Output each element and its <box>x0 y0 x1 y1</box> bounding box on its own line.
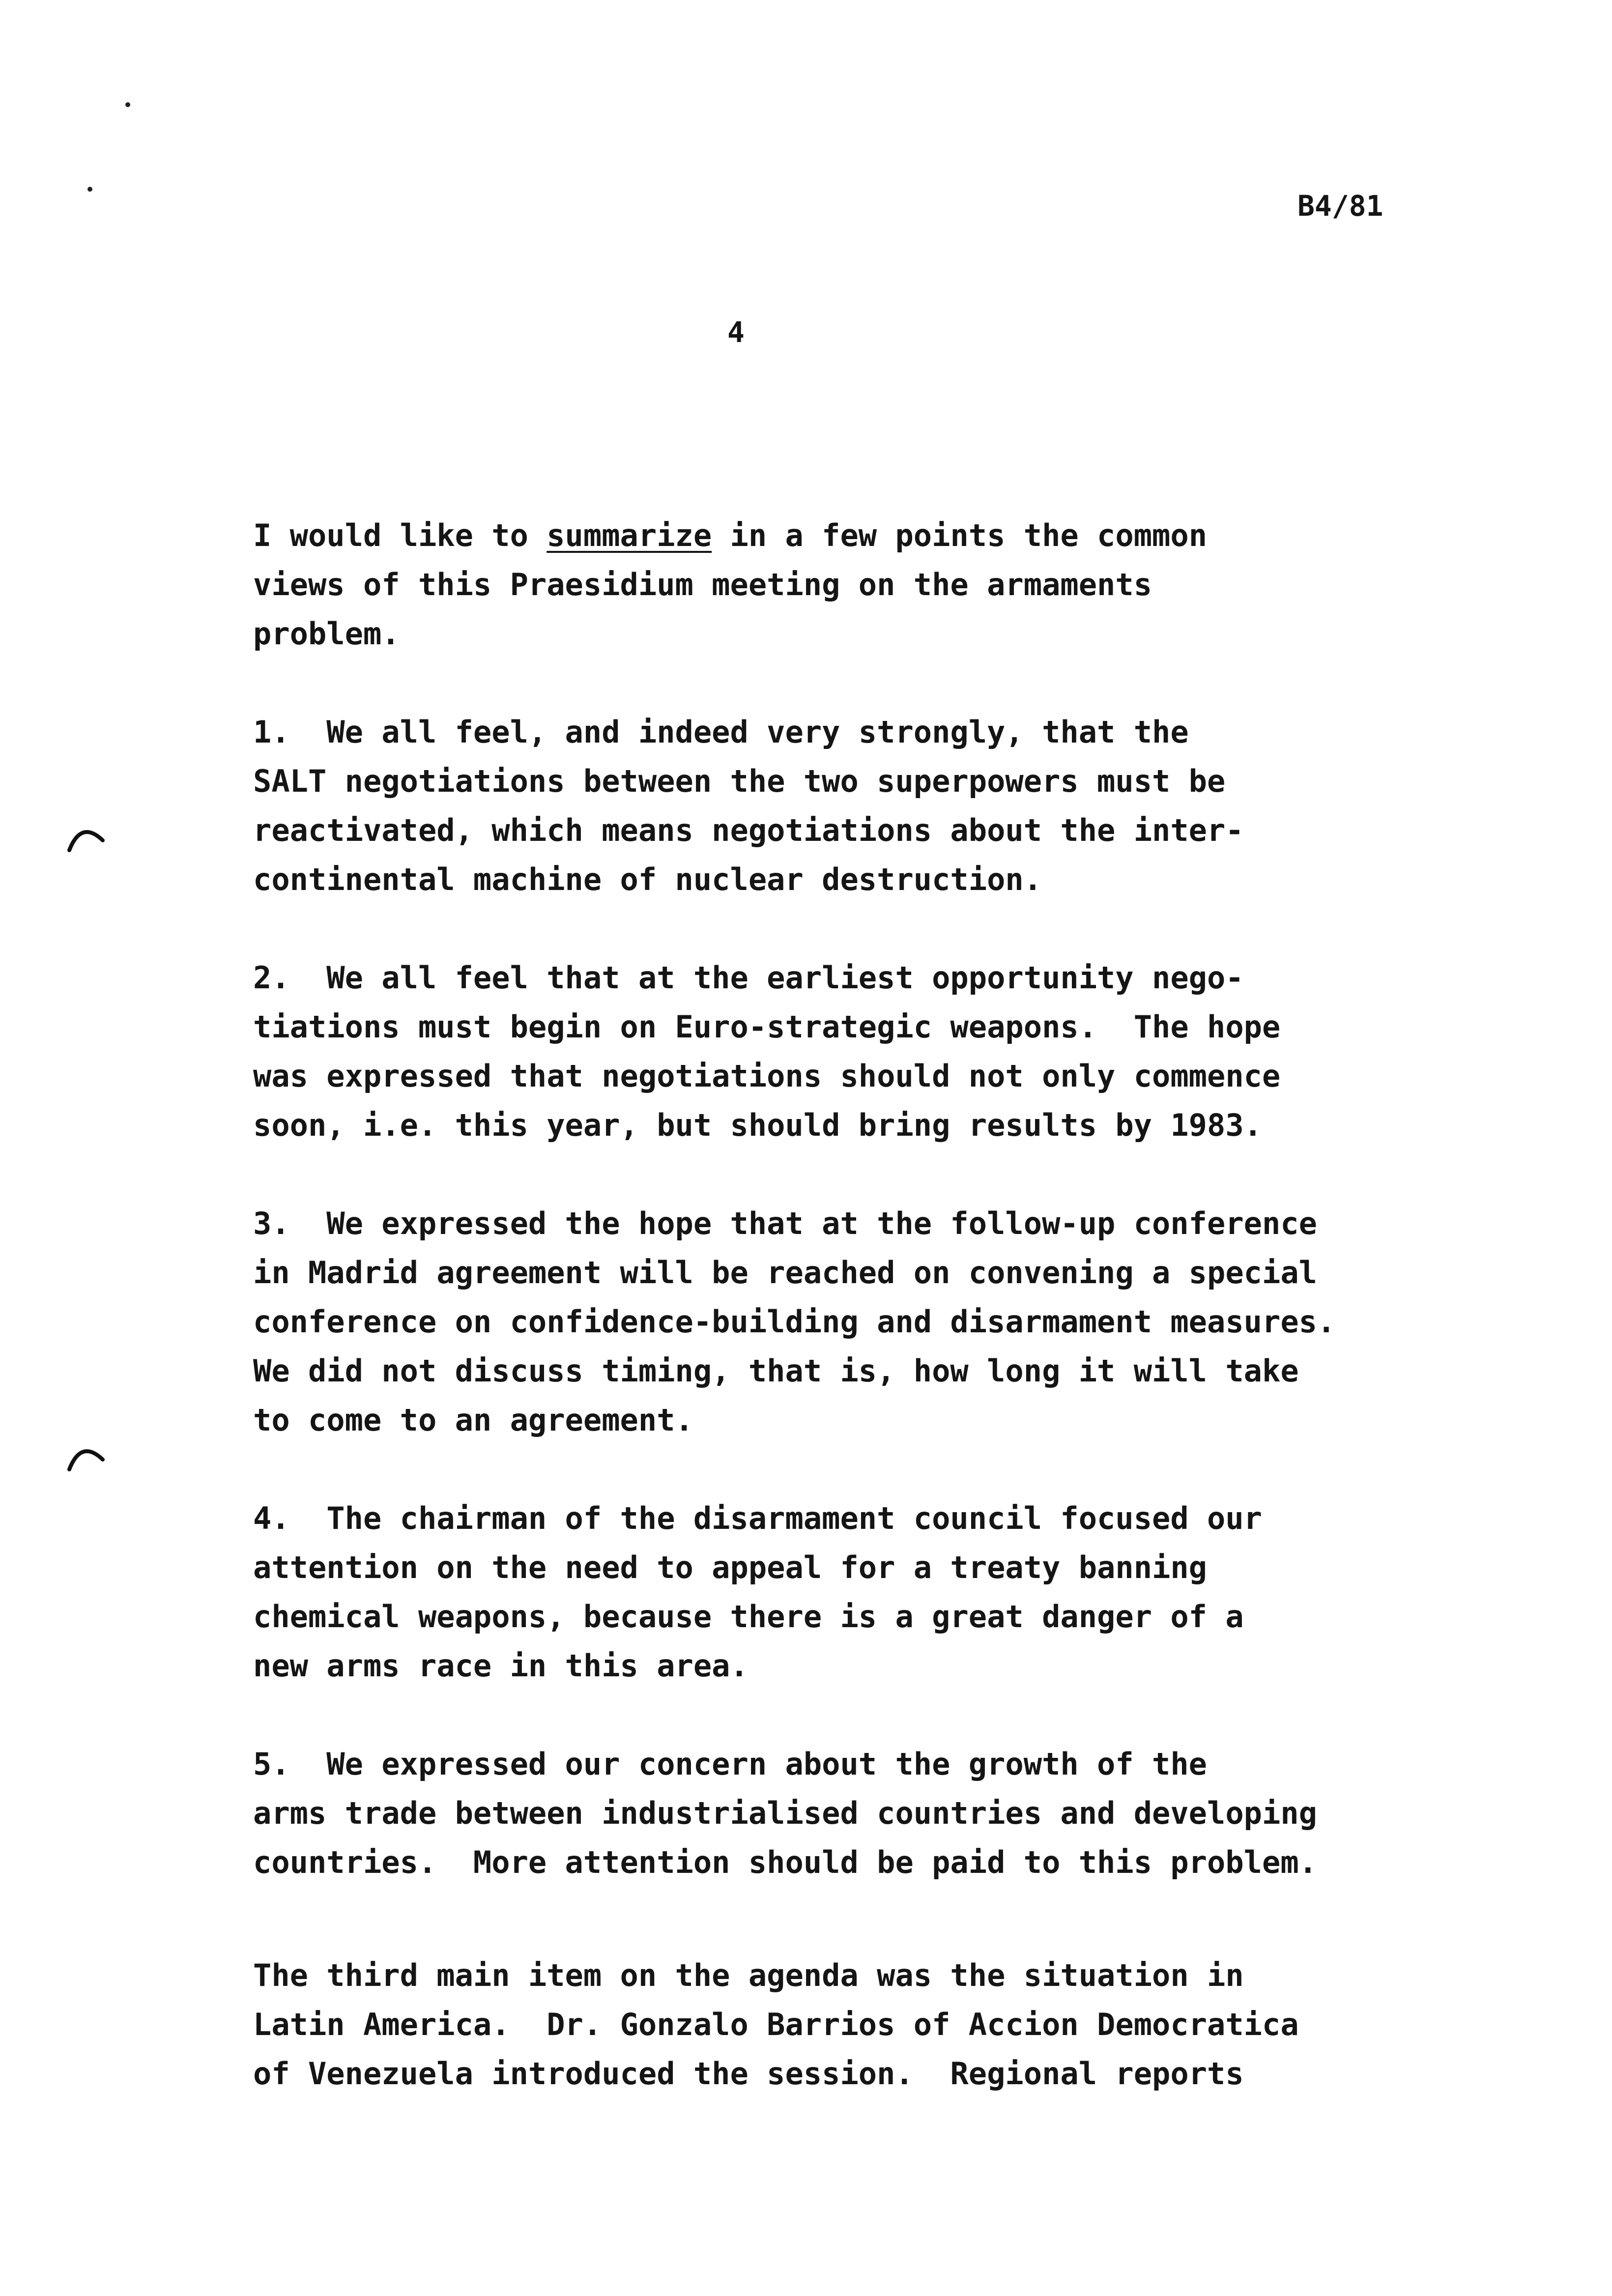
intro-paragraph <box>253 511 1462 659</box>
text-line: We did not discuss timing, that is, how long it will take <box>253 1353 1299 1389</box>
text-line: 5. We expressed our concern about the growth of the <box>253 1746 1208 1782</box>
document-body <box>253 511 1462 2148</box>
underlined-word: summarize <box>547 517 712 553</box>
page-number: 4 <box>727 316 745 349</box>
text-line: continental machine of nuclear destruction. <box>253 861 1042 897</box>
text-line: conference on confidence-building and disarmament measures. <box>253 1304 1336 1340</box>
text-line: of Venezuela introduced the session. Regional reports <box>253 2056 1244 2092</box>
text-line: countries. More attention should be paid to this problem. <box>253 1844 1317 1880</box>
document-reference: B4/81 <box>1297 189 1383 223</box>
text-line: I would like to summarize in a few points the common <box>253 517 1208 553</box>
text-line: arms trade between industrialised countries and developing <box>253 1795 1317 1831</box>
text-line: Latin America. Dr. Gonzalo Barrios of Accion Democratica <box>253 2007 1299 2042</box>
text-line: soon, i.e. this year, but should bring results by 1983. <box>253 1107 1262 1143</box>
text-line: problem. <box>253 616 400 652</box>
scan-speck <box>87 187 92 192</box>
text-line: SALT negotiations between the two superpowers must be <box>253 763 1226 799</box>
point-3 <box>253 1199 1462 1445</box>
text-line: views of this Praesidium meeting on the armaments <box>253 567 1152 603</box>
closing-paragraph <box>253 1951 1462 2098</box>
punch-hole-mark <box>66 1440 106 1479</box>
text-line: 3. We expressed the hope that at the follow-up conference <box>253 1205 1317 1241</box>
text-line: reactivated, which means negotiations about the inter- <box>253 812 1244 848</box>
text-line: attention on the need to appeal for a treaty banning <box>253 1550 1208 1585</box>
point-2 <box>253 953 1462 1150</box>
text-line: to come to an agreement. <box>253 1402 693 1438</box>
text-line: in Madrid agreement will be reached on convening a special <box>253 1255 1317 1291</box>
scan-speck <box>125 102 130 107</box>
point-4 <box>253 1494 1462 1691</box>
text-line: 4. The chairman of the disarmament council focused our <box>253 1500 1262 1536</box>
text-line: chemical weapons, because there is a great danger of a <box>253 1599 1244 1635</box>
text-line: The third main item on the agenda was the situation in <box>253 1957 1244 1993</box>
text-line: new arms race in this area. <box>253 1648 748 1684</box>
point-1 <box>253 708 1462 904</box>
punch-hole-mark <box>66 821 106 860</box>
text-line: 2. We all feel that at the earliest opportunity nego- <box>253 960 1244 996</box>
text-line: tiations must begin on Euro-strategic weapons. The hope <box>253 1009 1281 1045</box>
point-5 <box>253 1740 1462 1887</box>
text-line: was expressed that negotiations should not only commence <box>253 1058 1281 1094</box>
text-line: 1. We all feel, and indeed very strongly, that the <box>253 714 1189 750</box>
